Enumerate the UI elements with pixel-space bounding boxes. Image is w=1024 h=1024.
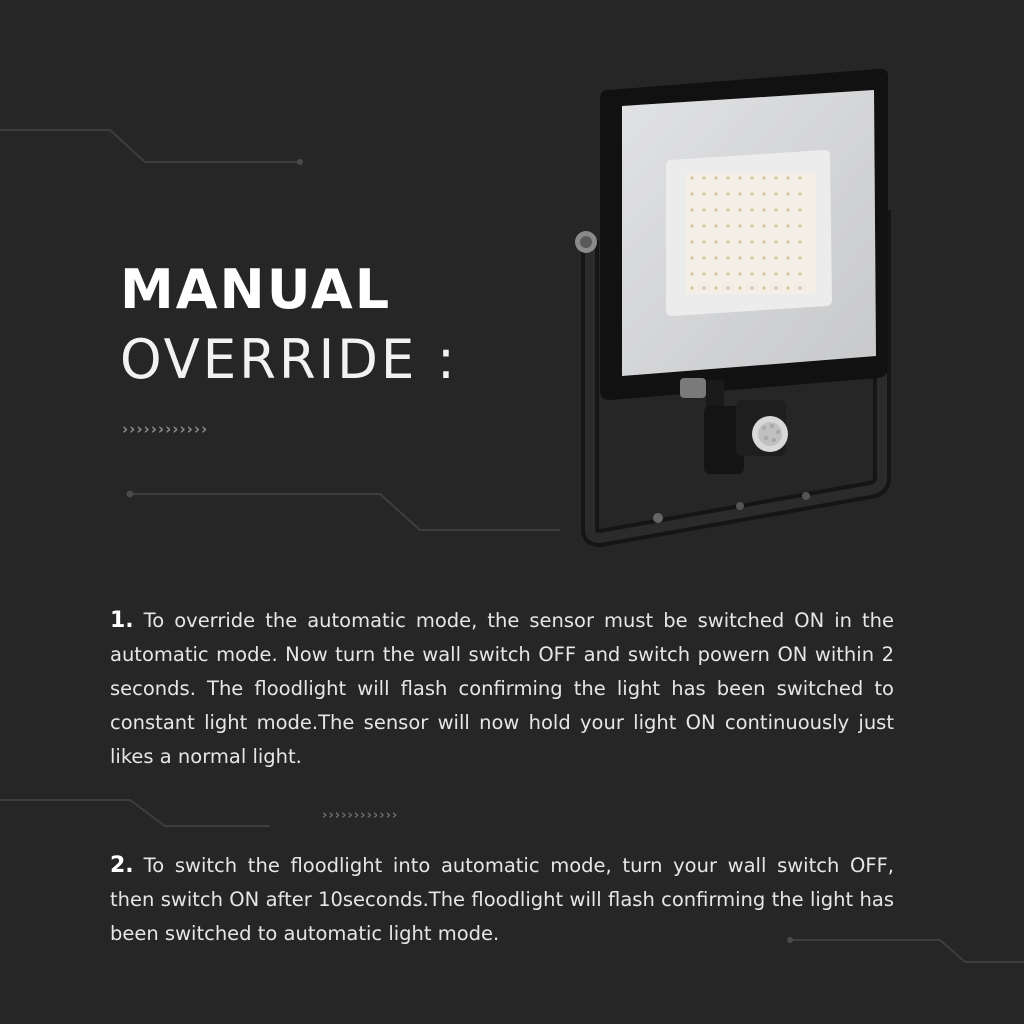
title-override: OVERRIDE :	[120, 328, 458, 391]
step-1-number: 1.	[110, 608, 134, 633]
step-2-text: To switch the floodlight into automatic mode, turn your wall switch OFF, then switch ON after 10seconds.The floodlight will flash confirming the light has been switched to automatic light mode.	[110, 854, 894, 945]
instruction-step-1	[110, 604, 894, 774]
chevron-divider-middle: ››››››››››››	[322, 808, 399, 823]
instruction-step-2	[110, 849, 894, 951]
led-floodlight-with-pir-sensor-icon	[570, 60, 900, 550]
step-2-number: 2.	[110, 853, 134, 878]
title-manual: MANUAL	[120, 258, 392, 321]
chevron-divider-top: ››››››››››››	[122, 420, 209, 438]
step-1-text: To override the automatic mode, the sensor must be switched ON in the automatic mode. Now turn the wall switch OFF and switch powern ON within 2 seconds. The floodlight will flash confirming the light has been switched to constant light mode.The sensor will now hold your light ON continuously just likes a normal light.	[110, 609, 894, 768]
